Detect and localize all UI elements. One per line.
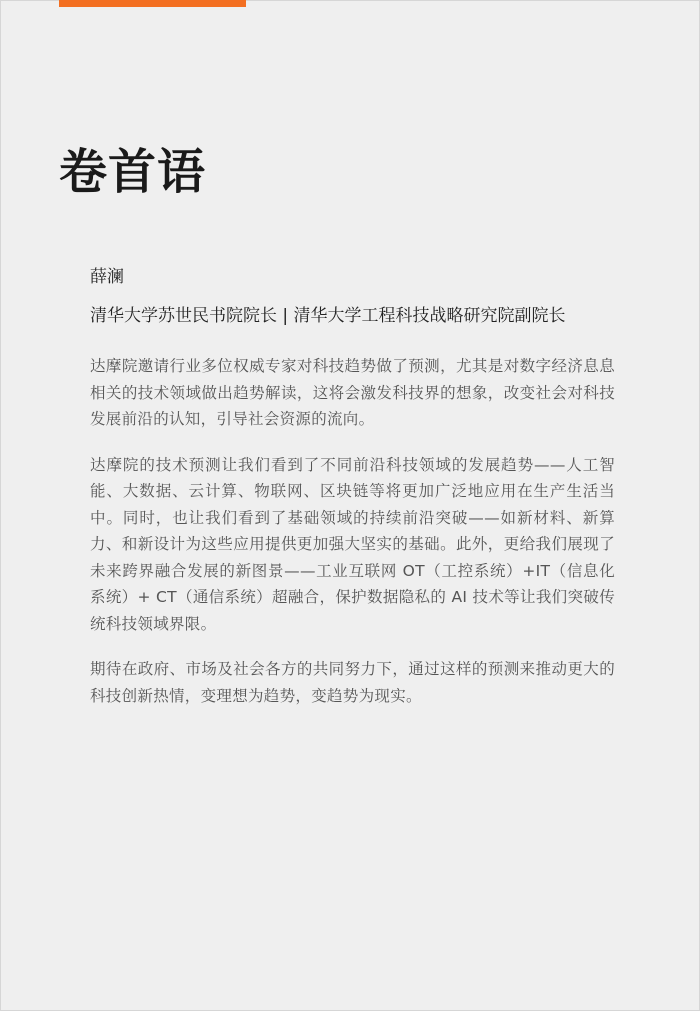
page-title: 卷首语: [59, 144, 207, 200]
author-title: 清华大学苏世民书院院长 | 清华大学工程科技战略研究院副院长: [90, 306, 566, 326]
paragraph: 期待在政府、市场及社会各方的共同努力下，通过这样的预测来推动更大的科技创新热情，变理想为趋势，变趋势为现实。: [90, 660, 615, 705]
paragraph: 达摩院邀请行业多位权威专家对科技趋势做了预测，尤其是对数字经济息息相关的技术领域做出趋势解读，这将会激发科技界的想象，改变社会对科技发展前沿的认知，引导社会资源的流向。: [90, 357, 615, 428]
author-name: 薛澜: [90, 267, 124, 287]
paragraph: 达摩院的技术预测让我们看到了不同前沿科技领域的发展趋势——人工智能、大数据、云计算、物联网、区块链等将更加广泛地应用在生产生活当中。同时，也让我们看到了基础领域的持续前沿突破——如新材料、新算力、和新设计为这些应用提供更加强大坚实的基础。此外，更给我们展现了未来跨界融合发展的新图景——工业互联网 OT（工控系统）+IT（信息化系统）+ CT（通信系统）超融合，保护数据隐私的 AI 技术等让我们突破传统科技领域界限。: [90, 455, 615, 633]
body-text: [90, 353, 615, 728]
accent-bar: [59, 0, 246, 7]
